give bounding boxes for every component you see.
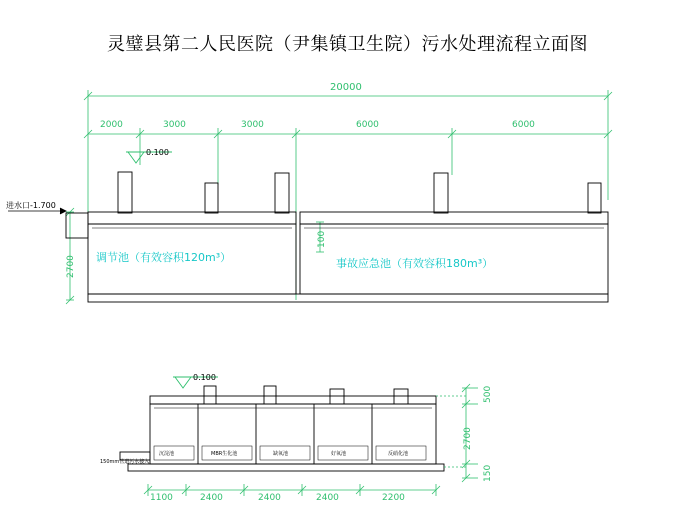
lower-elevation-mark: 0.100: [193, 373, 216, 382]
upper-total-dimension: 20000: [330, 82, 362, 93]
chamber-label-1: 沉淀池: [159, 451, 175, 457]
upper-wall-dimension: 100: [317, 230, 327, 248]
lower-right-dim-150: 150: [483, 464, 493, 482]
lower-bottom-dim-2: 2400: [200, 493, 223, 503]
chamber-label-2: MBR生化池: [211, 451, 238, 457]
upper-segment-dim-2: 3000: [163, 120, 186, 130]
lower-right-dim-500: 500: [483, 385, 493, 403]
upper-segment-dim-3: 3000: [241, 120, 264, 130]
chamber-label-5: 反硝化池: [388, 451, 409, 457]
upper-segment-dim-4: 6000: [356, 120, 379, 130]
chamber-label-4: 好氧池: [331, 451, 347, 457]
lower-bottom-dim-1: 1100: [150, 493, 173, 503]
lower-bottom-dim-4: 2400: [316, 493, 339, 503]
inlet-pipe-label: 150mm管道污水接入: [100, 459, 150, 465]
lower-bottom-dim-5: 2200: [382, 493, 405, 503]
upper-elevation-mark: 0.100: [146, 148, 169, 157]
upper-segment-dim-1: 2000: [100, 120, 123, 130]
lower-right-dim-2700: 2700: [463, 427, 473, 450]
chamber-label-3: 缺氧池: [273, 451, 289, 457]
lower-bottom-dim-3: 2400: [258, 493, 281, 503]
tank-label-emergency: 事故应急池（有效容积180m³）: [336, 257, 494, 270]
upper-height-dimension: 2700: [66, 255, 76, 278]
upper-segment-dim-5: 6000: [512, 120, 535, 130]
inlet-label: 进水口-1.700: [6, 201, 56, 210]
page-title: 灵璧县第二人民医院（尹集镇卫生院）污水处理流程立面图: [107, 34, 588, 55]
tank-label-adjust: 调节池（有效容积120m³）: [96, 251, 232, 264]
